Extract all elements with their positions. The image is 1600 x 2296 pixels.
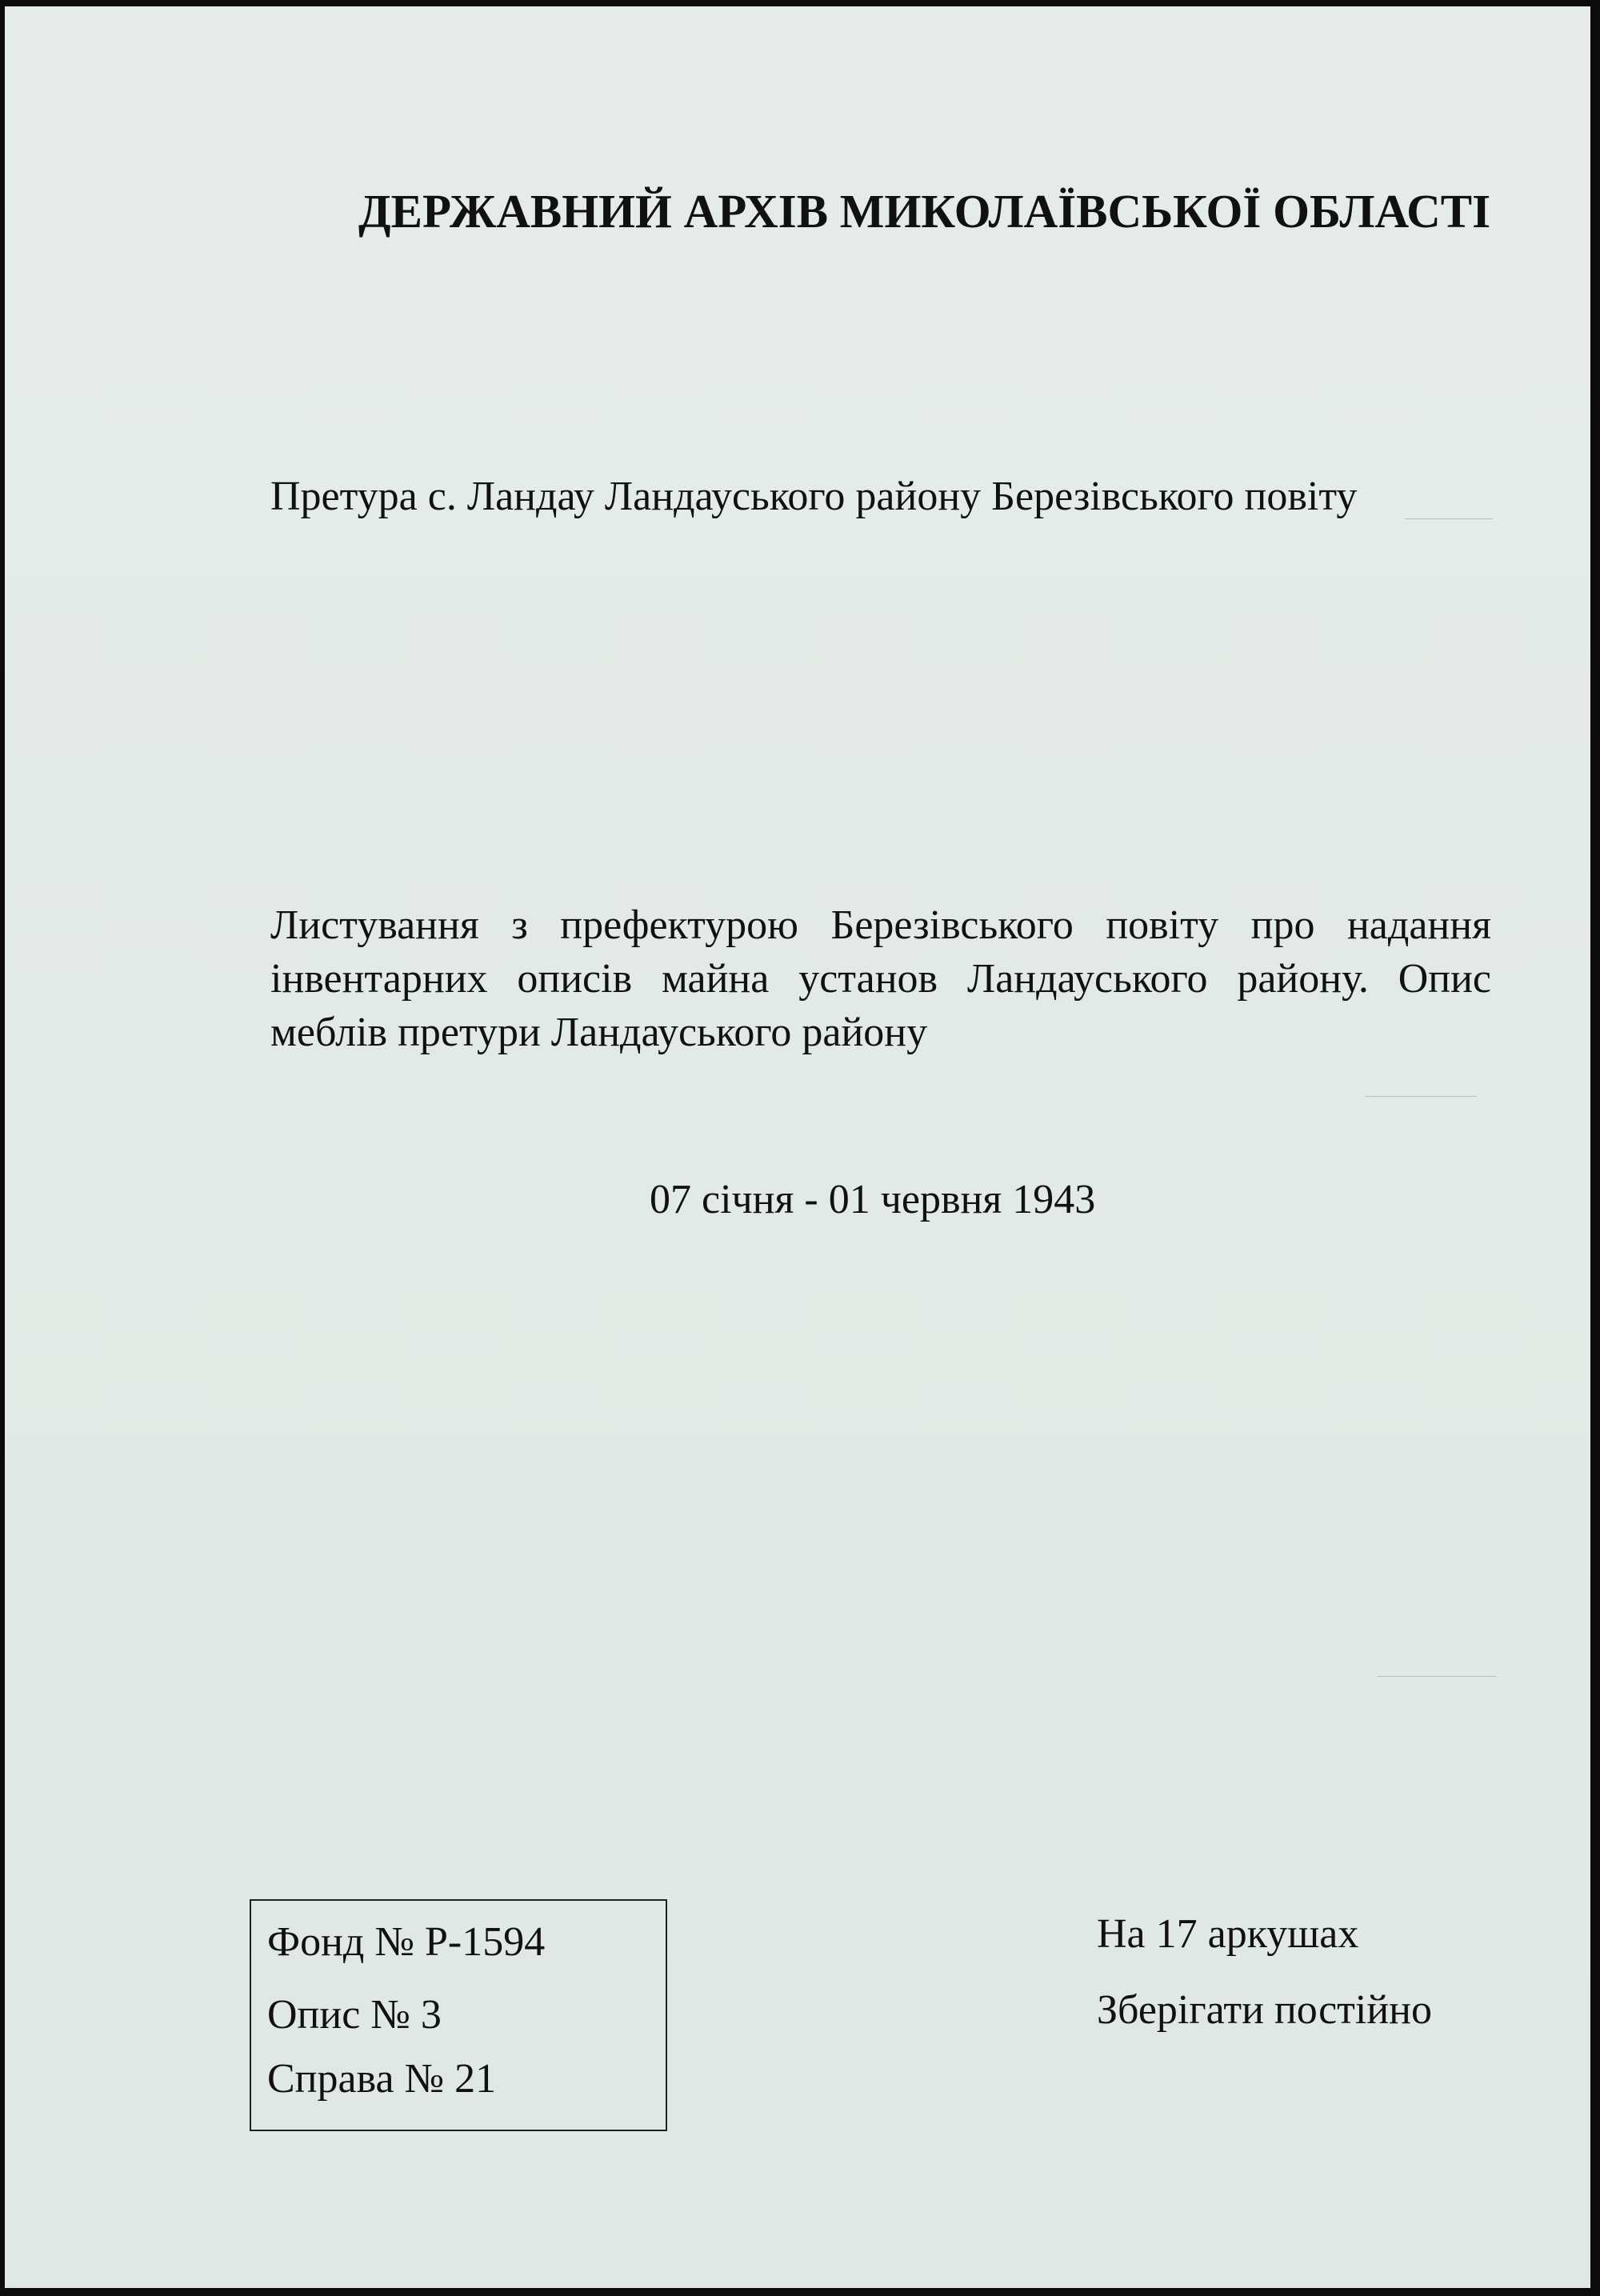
faint-mark (1377, 1676, 1497, 1677)
retention-note: Зберігати постійно (1097, 1987, 1432, 2033)
case-title-line: інвентарних описів майна установ Ландауського району. Опис (270, 956, 1491, 1002)
faint-mark (1365, 1096, 1477, 1097)
case-title (270, 898, 1491, 1059)
inventory-number: Опис № 3 (267, 1992, 442, 2038)
file-number: Справа № 21 (267, 2056, 497, 2102)
faint-mark (1405, 518, 1493, 519)
reference-box (250, 1899, 667, 2131)
fund-name: Претура с. Ландау Ландауського району Березівського повіту (270, 474, 1358, 519)
case-title-line: меблів претури Ландауського району (270, 1010, 928, 1055)
case-title-line: Листування з префектурою Березівського повіту про надання (270, 902, 1491, 948)
archive-title: ДЕРЖАВНИЙ АРХІВ МИКОЛАЇВСЬКОЇ ОБЛАСТІ (358, 185, 1491, 238)
sheet-count: На 17 аркушах (1097, 1911, 1359, 1957)
fund-number: Фонд № Р-1594 (267, 1919, 546, 1965)
document-sheet (5, 6, 1590, 2288)
case-dates: 07 січня - 01 червня 1943 (650, 1177, 1096, 1222)
